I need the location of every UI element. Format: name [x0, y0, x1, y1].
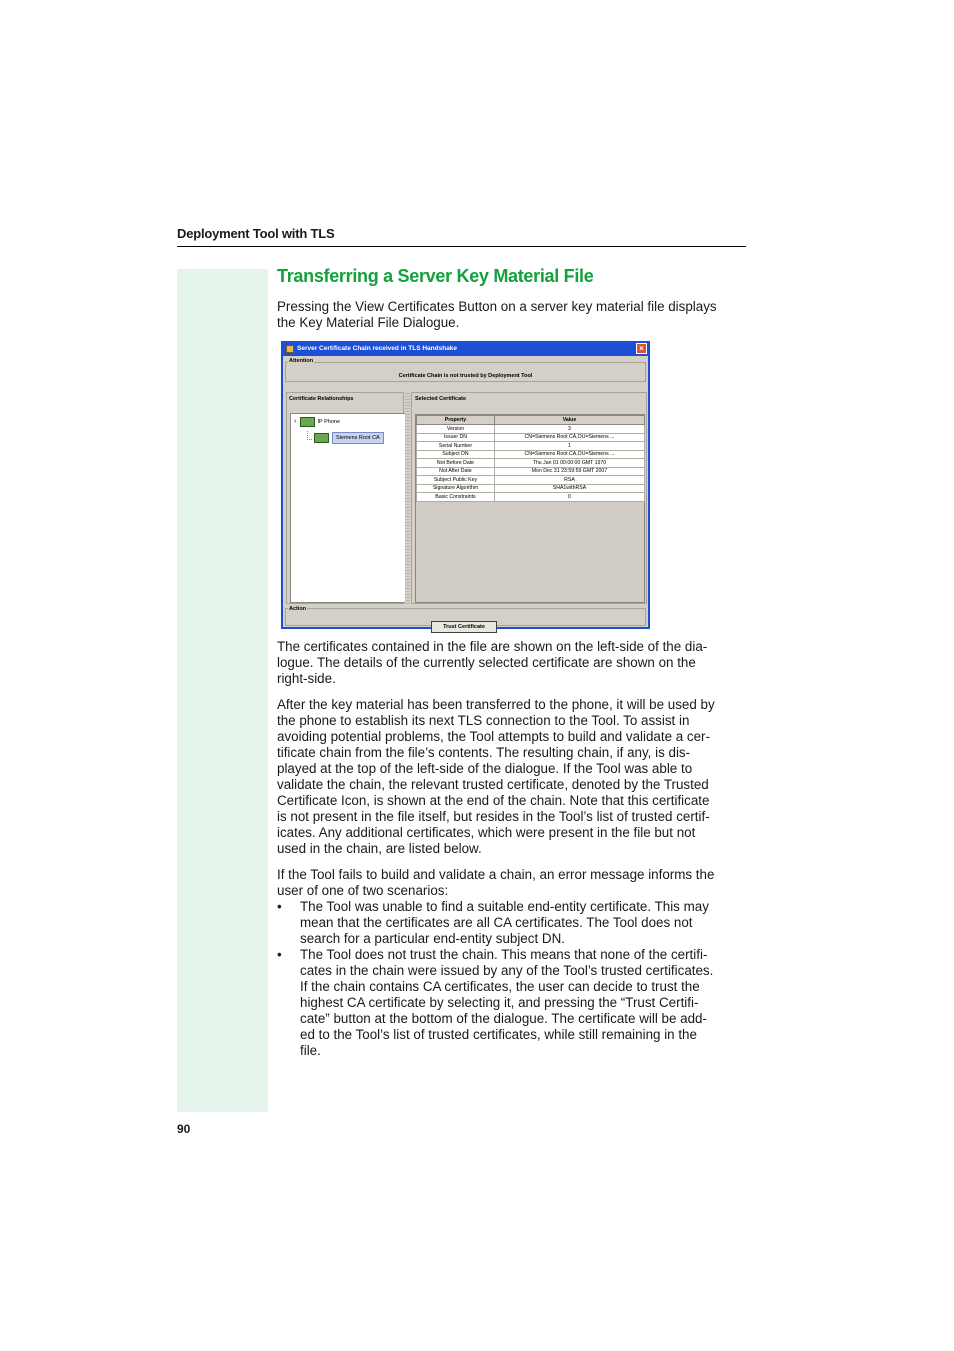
bullet-marker: •	[277, 947, 282, 962]
value-cell: CN=Siemens Root CA,OU=Siemens ...	[494, 433, 644, 442]
tree-item-label: IP Phone	[317, 419, 341, 425]
property-cell: Issuer DN	[417, 433, 495, 442]
property-cell: Subject Public Key	[417, 476, 495, 485]
dialog-titlebar	[283, 341, 648, 356]
text-line: Pressing the View Certificates Button on a server key material file displays	[277, 299, 717, 314]
table-row[interactable]	[417, 476, 645, 485]
property-cell: Not After Date	[417, 467, 495, 476]
value-cell: Mon Dec 31 23:59:59 GMT 2007	[494, 467, 644, 476]
text-line: avoiding potential problems, the Tool attempts to build and validate a cer-	[277, 729, 710, 744]
value-cell: Thu Jan 01 00:00:00 GMT 1970	[494, 459, 644, 468]
margin-sidebar	[177, 269, 268, 1112]
tree-item-siemens-root-ca[interactable]	[307, 432, 384, 444]
certificate-icon	[300, 417, 315, 427]
value-cell: 3	[494, 425, 644, 434]
text-line: cates in the chain were issued by any of the Tool’s trusted certificates.	[300, 963, 714, 978]
action-label: Action	[289, 606, 307, 612]
certificate-tree[interactable]	[290, 413, 406, 603]
property-cell: Subject DN	[417, 450, 495, 459]
text-line: the phone to establish its next TLS connection to the Tool. To assist in	[277, 713, 690, 728]
paragraph-chain-validation	[277, 697, 747, 857]
intro-paragraph	[277, 299, 747, 331]
text-line: The Tool does not trust the chain. This means that none of the certifi-	[300, 947, 708, 962]
text-line: validate the chain, the relevant trusted certificate, denoted by the Trusted	[277, 777, 709, 792]
property-cell: Signature Algorithm	[417, 484, 495, 493]
header-rule	[177, 246, 746, 247]
selected-certificate-label: Selected Certificate	[415, 396, 467, 402]
relationships-label: Certificate Relationships	[289, 396, 354, 402]
trusted-certificate-icon	[314, 433, 329, 443]
column-header-value[interactable]: Value	[494, 416, 644, 425]
table-row[interactable]	[417, 433, 645, 442]
column-header-property[interactable]: Property	[417, 416, 495, 425]
text-line: After the key material has been transferred to the phone, it will be used by	[277, 697, 715, 712]
attention-label: Attention	[289, 358, 314, 364]
dialog-title: Server Certificate Chain received in TLS Handshake	[297, 345, 458, 352]
text-line: played at the top of the left-side of the dialogue. If the Tool was able to	[277, 761, 693, 776]
text-line: If the Tool fails to build and validate a chain, an error message informs the	[277, 867, 715, 882]
paragraph-certificates-shown	[277, 639, 747, 687]
property-cell: Version	[417, 425, 495, 434]
tree-item-ip-phone[interactable]	[293, 417, 340, 427]
text-line: mean that the certificates are all CA certificates. The Tool does not	[300, 915, 693, 930]
split-pane-divider[interactable]	[405, 392, 410, 604]
table-row[interactable]	[417, 459, 645, 468]
section-title: Transferring a Server Key Material File	[277, 266, 594, 286]
table-row[interactable]	[417, 425, 645, 434]
bullet-marker: •	[277, 899, 282, 914]
dialog-body	[283, 356, 648, 630]
text-line: right-side.	[277, 671, 336, 686]
text-line: is not present in the file itself, but resides in the Tool’s list of trusted certif-	[277, 809, 710, 824]
tree-expand-icon[interactable]: ♀	[293, 419, 298, 425]
property-cell: Not Before Date	[417, 459, 495, 468]
certificate-properties-area	[415, 414, 645, 603]
value-cell: CN=Siemens Root CA,OU=Siemens ...	[494, 450, 644, 459]
text-line: Certificate Icon, is shown at the end of the chain. Note that this certificate	[277, 793, 710, 808]
table-row[interactable]	[417, 493, 645, 502]
trust-certificate-button[interactable]: Trust Certificate	[431, 621, 497, 633]
value-cell: RSA	[494, 476, 644, 485]
value-cell: 0	[494, 493, 644, 502]
tree-item-label: Siemens Root CA	[332, 432, 384, 444]
table-row[interactable]	[417, 467, 645, 476]
value-cell: 1	[494, 442, 644, 451]
running-header: Deployment Tool with TLS	[177, 226, 335, 241]
text-line: used in the chain, are listed below.	[277, 841, 482, 856]
text-line: file.	[300, 1043, 321, 1058]
text-line: the Key Material File Dialogue.	[277, 315, 460, 330]
java-window-icon	[286, 345, 294, 353]
close-icon[interactable]: ×	[636, 343, 647, 354]
attention-group	[285, 362, 646, 382]
table-row[interactable]	[417, 450, 645, 459]
text-line: cate” button at the bottom of the dialogue. The certificate will be add-	[300, 1011, 707, 1026]
page-number: 90	[177, 1122, 191, 1136]
tree-connector	[307, 431, 312, 440]
text-line: highest CA certificate by selecting it, and pressing the “Trust Certifi-	[300, 995, 699, 1010]
property-cell: Serial Number	[417, 442, 495, 451]
text-line: icates. Any additional certificates, which were present in the file but not	[277, 825, 696, 840]
bullet-chain-not-trusted	[300, 947, 747, 1059]
text-line: logue. The details of the currently selected certificate are shown on the	[277, 655, 696, 670]
text-line: If the chain contains CA certificates, the user can decide to trust the	[300, 979, 700, 994]
text-line: The Tool was unable to find a suitable end-entity certificate. This may	[300, 899, 709, 914]
text-line: ed to the Tool’s list of trusted certificates, while still remaining in the	[300, 1027, 697, 1042]
text-line: search for a particular end-entity subject DN.	[300, 931, 565, 946]
selected-certificate-panel	[411, 392, 647, 604]
bullet-no-end-entity	[300, 899, 747, 947]
property-cell: Basic Constraints	[417, 493, 495, 502]
value-cell: SHA1withRSA	[494, 484, 644, 493]
table-row[interactable]	[417, 484, 645, 493]
paragraph-failure-scenarios	[277, 867, 747, 899]
text-line: The certificates contained in the file are shown on the left-side of the dia-	[277, 639, 708, 654]
certificate-chain-dialog	[281, 341, 650, 629]
certificate-properties-table	[416, 415, 645, 502]
table-row[interactable]	[417, 442, 645, 451]
certificate-relationships-panel	[286, 392, 404, 604]
text-line: tificate chain from the file’s contents. The resulting chain, if any, is dis-	[277, 745, 691, 760]
text-line: user of one of two scenarios:	[277, 883, 449, 898]
attention-message: Certificate Chain is not trusted by Deployment Tool	[398, 373, 533, 379]
